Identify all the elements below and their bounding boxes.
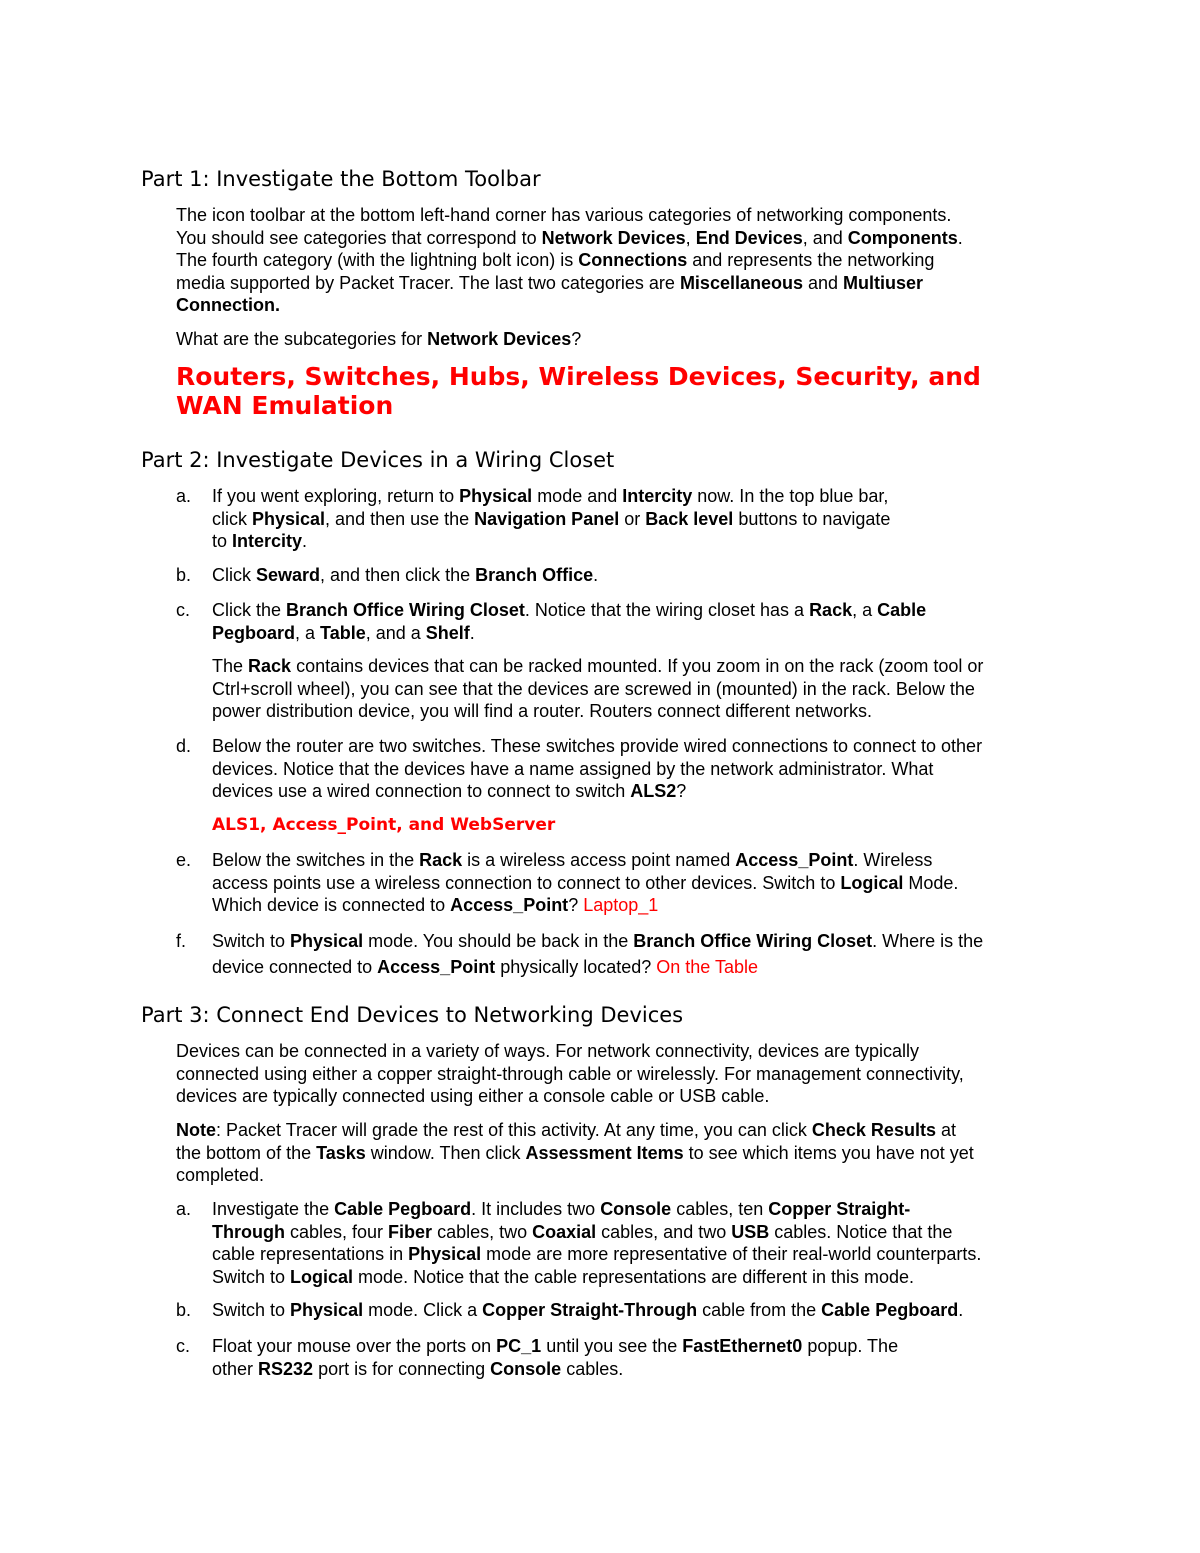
rack-note-paragraph: The Rack contains devices that can be racked mounted. If you zoom in on the rack (zoom tool or Ctrl+scroll wheel), you can see that the devices are screwed in (mounted) in the rack. Below the power distribution device, you will find a router. Routers connect different networks.: [212, 656, 984, 722]
part3-intro-paragraph: Devices can be connected in a variety of ways. For network connectivity, devices are typically connected using either a copper straight-through cable or wirelessly. For management connectivity, devices are typically connected using either a console cable or USB cable.: [176, 1041, 964, 1107]
list-marker: b.: [176, 565, 192, 585]
list-marker: c.: [176, 1336, 191, 1356]
part3-note-paragraph: Note: Packet Tracer will grade the rest of this activity. At any time, you can click Check Results at the bottom of the Tasks window. Then click Assessment Items to see which items you have not yet completed.: [176, 1120, 974, 1186]
list-marker: b.: [176, 1300, 192, 1320]
text-line: You should see categories that correspond to Network Devices, End Devices, and Components.: [176, 227, 963, 248]
part2-heading: Part 2: Investigate Devices in a Wiring Closet: [141, 448, 615, 472]
text-line: media supported by Packet Tracer. The last two categories are Miscellaneous and Multiuser: [176, 272, 924, 293]
part3-heading: Part 3: Connect End Devices to Networking Devices: [141, 1003, 684, 1027]
list-marker: a.: [176, 1199, 192, 1219]
list-marker: e.: [176, 850, 192, 870]
step-e-answer: Laptop_1: [583, 895, 659, 916]
part3-step-a: a. Investigate the Cable Pegboard. It includes two Console cables, ten Copper Straight- Through cables, four Fiber cables, two Coaxial cables, and two USB cables. Notice that the cable representations in Physical mode are more representative of their real-world counterparts. Switch to Logical mode. Notice that the cable representations are different in this mode.: [176, 1199, 982, 1287]
part1-question: What are the subcategories for Network Devices?: [176, 329, 582, 349]
part3-step-c: c. Float your mouse over the ports on PC_1 until you see the FastEthernet0 popup. The other RS232 port is for connecting Console cables.: [176, 1336, 899, 1379]
part2-step-e: e. Below the switches in the Rack is a wireless access point named Access_Point. Wireless access points use a wireless connection to connect to other devices. Switch to Logical Mode. Which device is connected to Access_Point? Laptop_1: [176, 850, 959, 916]
text-line: The icon toolbar at the bottom left-hand corner has various categories of networking components.: [176, 205, 952, 225]
part2-step-d: d. Below the router are two switches. These switches provide wired connections to connect to other devices. Notice that the devices have a name assigned by the network administrator. What devices use a wired connection to connect to switch ALS2?: [176, 736, 983, 802]
part1-intro-paragraph: [176, 204, 1066, 317]
list-marker: a.: [176, 486, 192, 506]
text-line: The fourth category (with the lightning bolt icon) is Connections and represents the networking: [176, 250, 935, 271]
part2-step-f: f. Switch to Physical mode. You should be back in the Branch Office Wiring Closet. Where is the device connected to Access_Point physically located? On the Table: [176, 928, 1066, 980]
part2-step-a: a. If you went exploring, return to Physical mode and Intercity now. In the top blue bar, click Physical, and then use the Navigation Panel or Back level buttons to navigate to Intercity.: [176, 486, 891, 552]
part1-answer: Routers, Switches, Hubs, Wireless Devices, Security, and WAN Emulation: [176, 362, 981, 420]
part2-step-b: b. Click Seward, and then click the Branch Office.: [176, 565, 599, 585]
part2-step-d-answer: ALS1, Access_Point, and WebServer: [212, 815, 556, 835]
list-marker: d.: [176, 736, 192, 756]
step-f-answer: On the Table: [656, 957, 759, 977]
part1-heading: Part 1: Investigate the Bottom Toolbar: [141, 167, 541, 191]
text-line: Connection.: [176, 295, 280, 316]
list-marker: c.: [176, 600, 191, 620]
part2-step-c: c. Click the Branch Office Wiring Closet. Notice that the wiring closet has a Rack, a Cable Pegboard, a Table, and a Shelf.: [176, 600, 927, 643]
part3-step-b: b. Switch to Physical mode. Click a Copper Straight-Through cable from the Cable Pegboard.: [176, 1300, 964, 1320]
list-marker: f.: [176, 931, 187, 951]
